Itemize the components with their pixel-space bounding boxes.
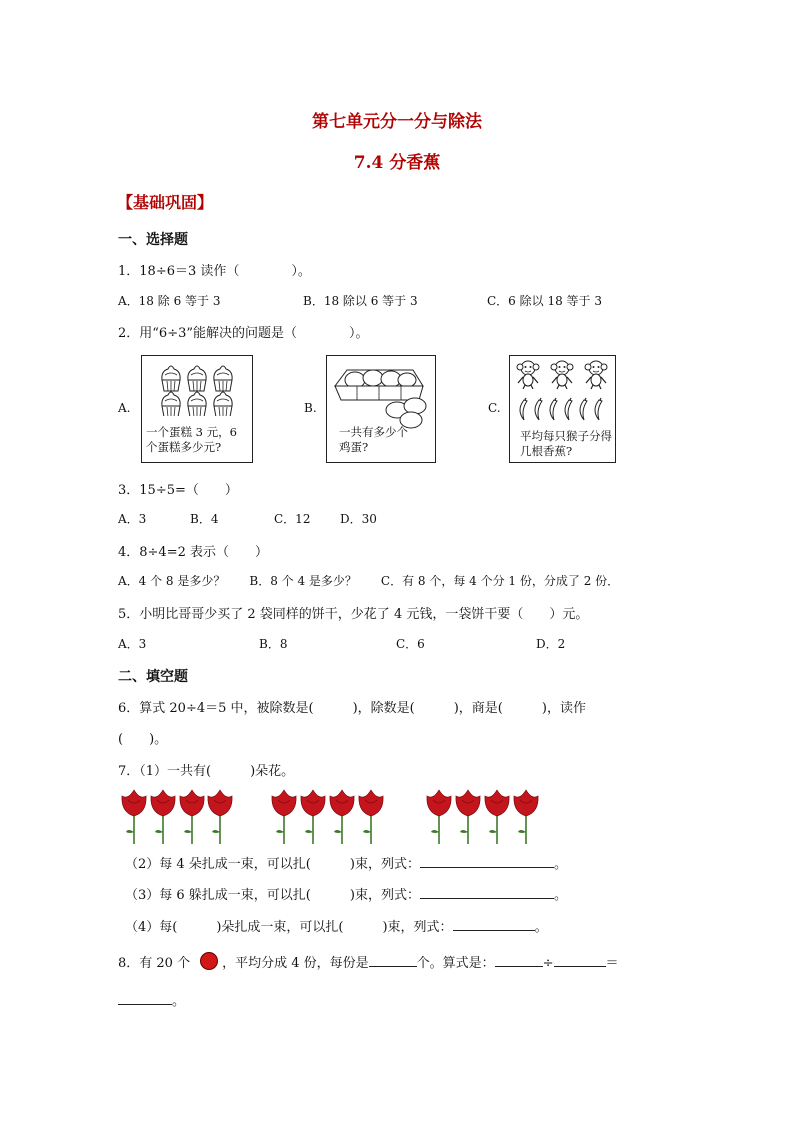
q7-sub1: 7．（1）一共有( )朵花。	[118, 764, 295, 779]
q7-sub2-blank[interactable]	[420, 867, 554, 868]
q2-option-c-caption: 平均每只猴子分得几根香蕉?	[520, 429, 612, 458]
q8-div-sign: ÷	[542, 956, 554, 971]
q1-option-c: C．6 除以 18 等于 3	[487, 294, 602, 308]
q2-option-b-label: B.	[304, 401, 317, 415]
q1-option-a: A．18 除 6 等于 3	[118, 294, 221, 308]
q7-sub4-text: （4）每( )朵扎成一束，可以扎( )束，列式：	[125, 920, 453, 935]
q8-blank-divisor[interactable]	[554, 966, 606, 967]
q3-option-a: A．3	[118, 512, 147, 526]
q5-option-b: B．8	[259, 637, 288, 651]
q8-text-a: 8．有 20 个	[118, 956, 191, 971]
q7-sub4-blank[interactable]	[453, 930, 535, 931]
q8-text-b: ，平均分成 4 份，每份是	[222, 956, 369, 971]
egg-picture	[326, 355, 436, 463]
q8-text-c: 个。算式是：	[416, 956, 495, 971]
q7-sub2-end: 。	[553, 857, 567, 872]
q8-blank-quotient[interactable]	[118, 1004, 172, 1005]
cupcake-picture	[141, 355, 253, 463]
q2-option-b-caption: 一共有多少个鸡蛋?	[339, 425, 408, 454]
lesson-title: 7.4 分香蕉	[353, 153, 441, 173]
monkey-banana-icons	[510, 356, 615, 428]
q6-line2: ( )。	[118, 732, 168, 747]
q7-sub3-end: 。	[553, 888, 567, 903]
part2-heading: 二、填空题	[118, 669, 188, 685]
egg-carton-icon	[327, 356, 435, 430]
q3-stem: 3．15÷5=（ ）	[118, 483, 238, 498]
q3-option-b: B．4	[190, 512, 219, 526]
q8-eq-sign: ＝	[605, 956, 619, 971]
part1-heading: 一、选择题	[118, 232, 188, 248]
q5-stem: 5．小明比哥哥少买了 2 袋同样的饼干，少花了 4 元钱，一袋饼干要（ ）元。	[118, 607, 589, 622]
red-ball-icon	[200, 952, 218, 970]
q7-sub2	[125, 853, 567, 872]
q4-stem: 4．8÷4=2 表示（ ）	[118, 545, 269, 560]
monkey-banana-picture	[509, 355, 616, 463]
q1-option-b: B．18 除以 6 等于 3	[303, 294, 418, 308]
q5-option-d: D．2	[536, 637, 566, 651]
q8-blank-each[interactable]	[369, 966, 417, 967]
q8-blank-dividend[interactable]	[495, 966, 543, 967]
q1-stem: 1．18÷6＝3 读作（ ）。	[118, 264, 311, 279]
q2-stem: 2．用“6÷3”能解决的问题是（ ）。	[118, 326, 369, 341]
q5-option-a: A．3	[118, 637, 147, 651]
q4-options: A．4 个 8 是多少？ B．8 个 4 是多少？ C．有 8 个，每 4 个分 1 份，分成了 2 份．	[118, 574, 620, 588]
q8-line1	[118, 952, 619, 971]
q2-option-a-caption: 一个蛋糕 3 元，6 个蛋糕多少元?	[146, 425, 237, 454]
q7-sub4-end: 。	[534, 920, 548, 935]
cupcake-icons	[142, 356, 252, 416]
q6-line1: 6．算式 20÷4＝5 中，被除数是( )，除数是( )，商是( )，读作	[118, 701, 586, 716]
q7-sub3-blank[interactable]	[420, 898, 554, 899]
unit-title: 第七单元分一分与除法	[312, 112, 482, 132]
q5-option-c: C．6	[396, 637, 425, 651]
q7-sub4	[125, 916, 548, 935]
section-basic: 【基础巩固】	[117, 193, 214, 212]
q7-sub3	[125, 884, 567, 903]
q7-sub3-text: （3）每 6 躲扎成一束，可以扎( )束，列式：	[125, 888, 420, 903]
rose-row	[116, 788, 576, 844]
q8-end: 。	[172, 994, 186, 1009]
q3-option-d: D．30	[340, 512, 377, 526]
q3-option-c: C．12	[274, 512, 311, 526]
q8-line2	[118, 990, 185, 1009]
q2-option-a-label: A.	[118, 401, 131, 415]
q7-sub2-text: （2）每 4 朵扎成一束，可以扎( )束，列式：	[125, 857, 420, 872]
q2-option-c-label: C.	[488, 401, 501, 415]
